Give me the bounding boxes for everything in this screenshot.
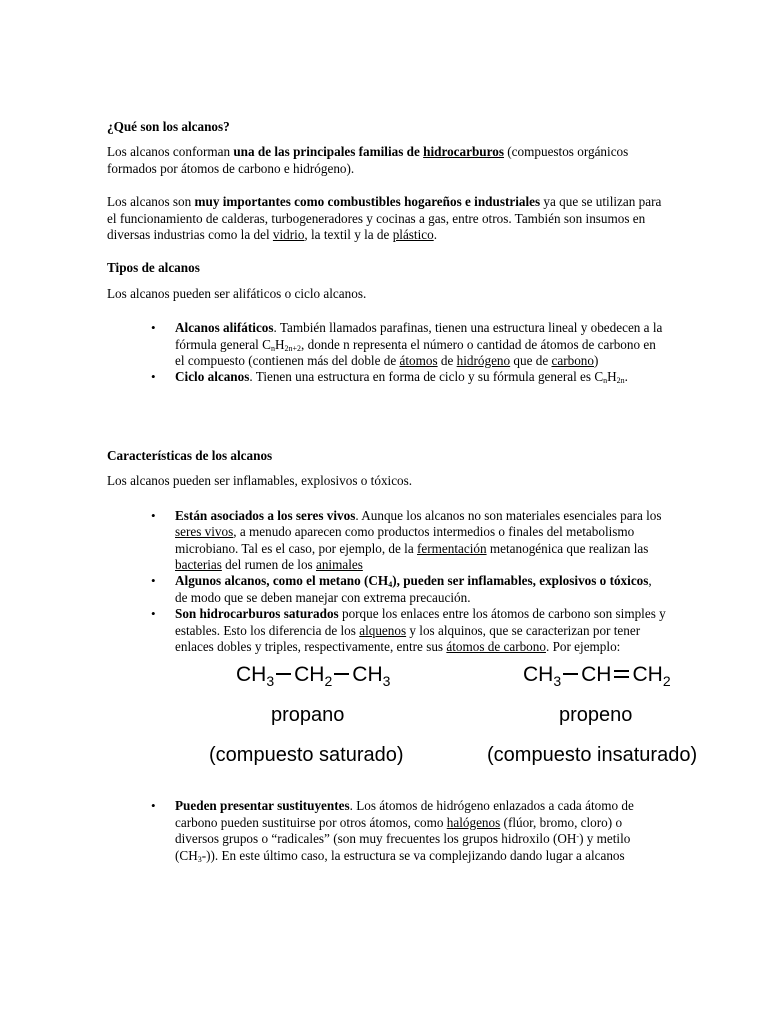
paragraph-definicion [107, 144, 667, 177]
text: (compuestos orgánicos formados por átomos de carbono e hidrógeno). [107, 144, 629, 176]
label-compuesto-insaturado: (compuesto insaturado) [487, 744, 698, 767]
bold-text: Están asociados a los seres vivos [175, 507, 356, 523]
bold-text: muy importantes como combustibles hogareños e industriales [194, 194, 541, 210]
text: ) [594, 353, 599, 369]
paragraph-tipos-intro: Los alcanos pueden ser alifáticos o ciclo alcanos. [107, 285, 367, 301]
list-tipos [107, 320, 667, 386]
text: . [433, 227, 438, 243]
single-bond [276, 673, 291, 675]
link-atomos-de-carbono[interactable]: átomos de carbono [446, 638, 546, 654]
list-item-seres-vivos [107, 508, 667, 574]
text: . Por ejemplo: [545, 638, 621, 654]
list-caracteristicas [107, 508, 667, 656]
text: (flúor, bromo, cloro) o diversos grupos o “radicales” (son muy frecuentes los grupos hidroxilo (OH [175, 814, 623, 847]
text: y los alquinos, que se caracterizan por tener enlaces dobles y triples, respectivamente, entre sus [175, 622, 641, 654]
subscript: 2n+2 [284, 343, 301, 353]
text: CH [581, 663, 612, 687]
text: ) y metilo (CH [175, 831, 631, 863]
text: CH [352, 663, 383, 687]
list-caracteristicas-cont [107, 798, 667, 864]
bold-text: Algunos alcanos, como el metano (CH [175, 573, 389, 589]
text: . Tienen una estructura en forma de ciclo y su fórmula general es C [249, 369, 604, 385]
text: , la textil y la de [304, 227, 393, 243]
text: CH [294, 663, 325, 687]
list-item-alifaticos [107, 320, 667, 369]
document-page [107, 119, 698, 864]
link-halogenos[interactable]: halógenos [446, 814, 501, 830]
bold-text: Alcanos alifáticos [175, 320, 274, 336]
text: CH [236, 663, 267, 687]
text: H [274, 336, 285, 352]
label-propeno: propeno [559, 704, 633, 727]
single-bond [563, 673, 578, 675]
text: Los alcanos son [107, 194, 195, 210]
text: ya que se utilizan para el funcionamiento de calderas, turbogeneradores y cocinas a gas, entre otros. También son insumos en diversas industrias como la del [107, 194, 662, 243]
link-vidrio[interactable]: vidrio [272, 227, 305, 243]
text: de [437, 353, 457, 369]
subscript: 4 [388, 580, 393, 590]
paragraph-importancia [107, 194, 667, 243]
list-item-saturados [107, 606, 667, 655]
link-alquenos[interactable]: alquenos [359, 622, 407, 638]
text: H [607, 369, 617, 385]
text: , a menudo aparecen como productos intermedios o finales del metabolismo microbiano. Tal es el caso, por ejemplo, de la [175, 524, 635, 556]
text: del rumen de los [221, 556, 316, 572]
bold-text: ), pueden ser inflamables, explosivos o tóxicos [392, 573, 649, 589]
subscript: 2 [324, 673, 333, 690]
chemistry-figure [107, 663, 698, 793]
single-bond [334, 673, 349, 675]
text: porque los enlaces entre los átomos de carbono son simples y estables. Esto los diferencia de los [175, 606, 666, 638]
text: . [624, 369, 628, 385]
list-item-inflamables [107, 573, 667, 606]
subscript: 3 [197, 854, 202, 864]
link-plastico[interactable]: plástico [392, 227, 434, 243]
subscript: n [603, 376, 608, 386]
heading-que-son-alcanos: ¿Qué son los alcanos? [107, 119, 230, 134]
text: . Aunque los alcanos no son materiales esenciales para los [355, 507, 662, 523]
text: CH [632, 663, 663, 687]
link-hidrocarburos[interactable]: hidrocarburos [423, 144, 504, 160]
text: CH [523, 663, 554, 687]
link-animales[interactable]: animales [315, 556, 363, 572]
link-bacterias[interactable]: bacterias [175, 556, 222, 572]
link-seres-vivos[interactable]: seres vivos [175, 524, 234, 540]
heading-caracteristicas: Características de los alcanos [107, 447, 273, 463]
superscript: - [576, 832, 580, 842]
text: que de [510, 353, 552, 369]
bold-text: Ciclo alcanos [175, 369, 250, 385]
text: -)). En este último caso, la estructura se va complejizando dando lugar a alcanos [201, 847, 625, 863]
link-hidrogeno[interactable]: hidrógeno [456, 353, 511, 369]
text: , donde n representa el número o cantidad de átomos de carbono en el compuesto (contienen más del doble de [175, 336, 656, 369]
subscript: 3 [266, 673, 275, 690]
subscript: 3 [553, 673, 562, 690]
paragraph-caracteristicas-intro: Los alcanos pueden ser inflamables, explosivos o tóxicos. [107, 473, 413, 489]
text: , de modo que se deben manejar con extrema precaución. [175, 573, 652, 605]
bold-text: Son hidrocarburos saturados [175, 606, 339, 622]
text: Los alcanos conforman [107, 144, 234, 160]
formula-propeno [523, 663, 671, 690]
text: . Los átomos de hidrógeno enlazados a cada átomo de carbono pueden sustituirse por otros átomos, como [175, 798, 634, 830]
link-atomos[interactable]: átomos [399, 353, 438, 369]
subscript: 2 [662, 673, 671, 690]
link-fermentacion[interactable]: fermentación [417, 540, 487, 556]
list-item-ciclo-alcanos [107, 369, 667, 385]
bold-text: una de las principales familias de [233, 144, 424, 160]
label-compuesto-saturado: (compuesto saturado) [209, 744, 404, 767]
text: metanogénica que realizan las [486, 540, 649, 556]
text: . También llamados parafinas, tienen una estructura lineal y obedecen a la fórmula general C [175, 320, 663, 352]
bold-text: Pueden presentar sustituyentes [175, 798, 350, 814]
list-item-sustituyentes [107, 798, 667, 864]
subscript: 2n [616, 376, 625, 386]
formula-propano [236, 663, 391, 690]
subscript: 3 [382, 673, 391, 690]
label-propano: propano [271, 704, 345, 727]
link-carbono[interactable]: carbono [551, 353, 594, 369]
subscript: n [270, 343, 275, 353]
double-bond [614, 670, 629, 678]
heading-tipos-de-alcanos: Tipos de alcanos [107, 260, 200, 276]
